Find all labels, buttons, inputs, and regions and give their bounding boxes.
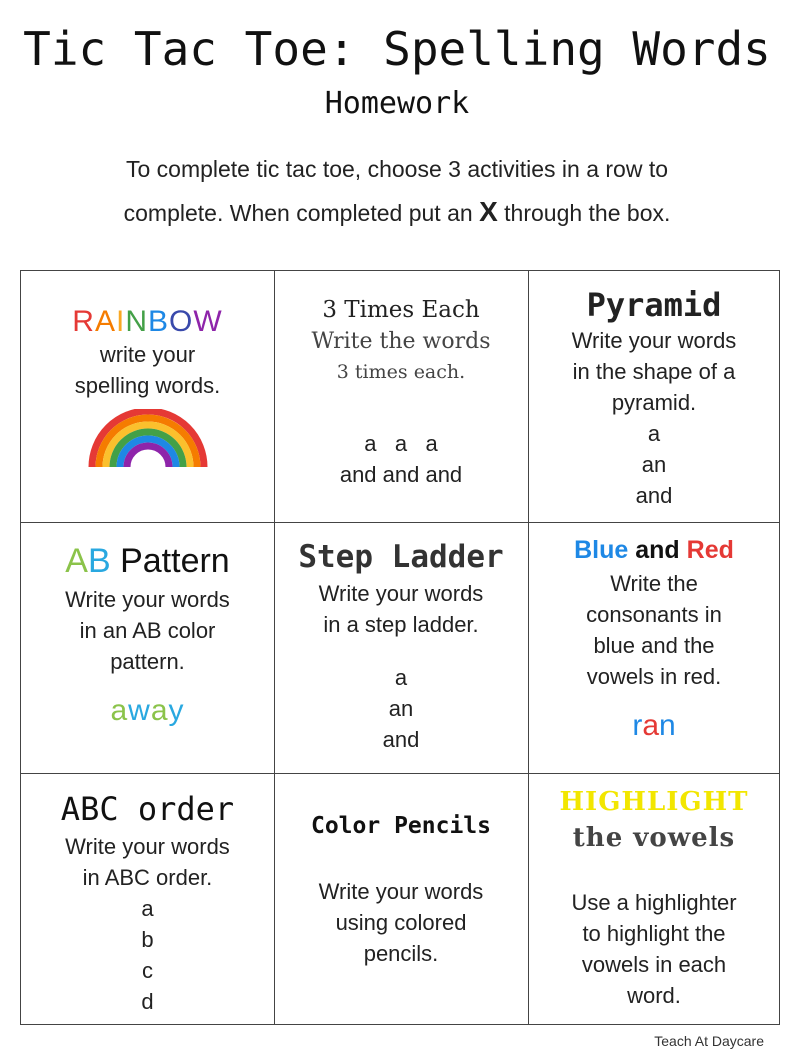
ab-title-letter-b: B xyxy=(87,542,111,580)
three-times-text-2: 3 times each. xyxy=(336,361,466,383)
blue-red-example-letter: n xyxy=(659,709,676,742)
abc-order-example-3: c xyxy=(142,958,153,983)
rainbow-letter: A xyxy=(94,305,116,338)
cell-abc-order[interactable] xyxy=(21,773,274,1024)
page-subtitle: Homework xyxy=(324,86,470,121)
rainbow-title xyxy=(21,305,274,339)
cell-color-pencils[interactable] xyxy=(274,773,528,1024)
rainbow-letter: W xyxy=(193,305,223,338)
cell-rainbow[interactable] xyxy=(21,271,274,522)
rainbow-letter: N xyxy=(125,305,148,338)
blue-red-title-and: and xyxy=(628,536,687,564)
color-pencils-text-3: pencils. xyxy=(363,941,439,966)
blue-red-example-letter: r xyxy=(632,709,643,742)
tic-tac-toe-grid xyxy=(20,270,780,1025)
pyramid-example-3: and xyxy=(635,483,673,508)
abc-order-title: ABC order xyxy=(60,790,235,828)
instruction-line-2 xyxy=(0,196,794,228)
highlight-subtitle: the vowels xyxy=(572,823,736,853)
abc-order-example-2: b xyxy=(141,927,154,952)
highlight-text-1: Use a highlighter xyxy=(571,890,737,915)
three-times-example-2: and and and xyxy=(339,462,463,487)
step-ladder-text-1: Write your words xyxy=(318,581,484,606)
abc-order-text-1: Write your words xyxy=(65,834,230,859)
rainbow-letter: O xyxy=(169,305,194,338)
ab-pattern-text-1: Write your words xyxy=(65,587,230,612)
ab-example-letter: a xyxy=(110,694,129,727)
highlight-text-2: to highlight the xyxy=(582,921,726,946)
highlight-text-3: vowels in each xyxy=(581,952,727,977)
pyramid-example-1: a xyxy=(647,421,661,446)
rainbow-letter: I xyxy=(115,305,126,338)
page-title: Tic Tac Toe: Spelling Words xyxy=(23,22,771,76)
cell-pyramid[interactable] xyxy=(528,271,780,522)
ab-example-letter: a xyxy=(150,694,169,727)
highlight-text-4: word. xyxy=(627,983,681,1008)
rainbow-text-2: spelling words. xyxy=(74,373,221,398)
credit-text: Teach At Daycare xyxy=(654,1033,764,1049)
step-ladder-title: Step Ladder xyxy=(298,539,504,575)
blue-red-text-3: blue and the xyxy=(593,633,715,658)
blue-red-title-blue: Blue xyxy=(574,536,629,564)
cell-three-times-each[interactable] xyxy=(274,271,528,522)
ab-example-letter: y xyxy=(168,694,185,727)
step-ladder-example-3: and xyxy=(382,727,420,752)
step-ladder-example-1: a xyxy=(394,665,408,690)
pyramid-title: Pyramid xyxy=(586,286,722,324)
ab-title-rest: Pattern xyxy=(110,542,230,580)
three-times-example-1: a a a xyxy=(364,431,438,456)
highlight-title: HIGHLIGHT xyxy=(559,787,749,817)
blue-red-text-4: vowels in red. xyxy=(586,664,722,689)
pyramid-text-2: in the shape of a xyxy=(572,359,736,384)
rainbow-icon xyxy=(88,409,208,469)
step-ladder-text-2: in a step ladder. xyxy=(323,612,479,637)
instruction-line-1: To complete tic tac toe, choose 3 activities in a row to xyxy=(125,156,669,182)
abc-order-text-2: in ABC order. xyxy=(82,865,213,890)
ab-title-letter-a: A xyxy=(65,542,88,580)
blue-red-text-1: Write the xyxy=(610,571,698,596)
abc-order-example-4: d xyxy=(141,989,154,1014)
blue-red-title-red: Red xyxy=(686,536,734,564)
pyramid-example-2: an xyxy=(641,452,667,477)
rainbow-letter: R xyxy=(72,305,95,338)
three-times-text-1: Write the words xyxy=(311,329,491,354)
ab-pattern-text-2: in an AB color xyxy=(79,618,216,643)
rainbow-text-1: write your xyxy=(99,342,196,367)
cell-step-ladder[interactable] xyxy=(274,522,528,773)
three-times-title: 3 Times Each xyxy=(322,297,480,323)
color-pencils-text-1: Write your words xyxy=(318,879,484,904)
cell-ab-pattern[interactable] xyxy=(21,522,274,773)
blue-red-text-2: consonants in xyxy=(586,602,722,627)
ab-pattern-example xyxy=(21,691,274,731)
rainbow-letter: B xyxy=(148,305,170,338)
ab-pattern-title xyxy=(21,538,274,584)
step-ladder-example-2: an xyxy=(388,696,414,721)
instruction-line-2-end: through the box. xyxy=(504,200,671,226)
pyramid-text-1: Write your words xyxy=(571,328,737,353)
abc-order-example-1: a xyxy=(141,896,154,921)
blue-red-example xyxy=(528,706,780,746)
color-pencils-title: Color Pencils xyxy=(310,813,491,839)
color-pencils-text-2: using colored xyxy=(335,910,467,935)
instruction-x-mark: X xyxy=(479,196,498,227)
blue-red-example-letter: a xyxy=(642,709,659,742)
pyramid-text-3: pyramid. xyxy=(611,390,697,415)
ab-pattern-text-3: pattern. xyxy=(110,649,185,674)
instruction-line-2-start: complete. When completed put an xyxy=(123,200,473,226)
cell-blue-and-red[interactable] xyxy=(528,522,780,773)
ab-example-letter: w xyxy=(128,694,151,727)
cell-highlight-vowels[interactable] xyxy=(528,773,780,1024)
blue-red-title xyxy=(528,532,780,568)
